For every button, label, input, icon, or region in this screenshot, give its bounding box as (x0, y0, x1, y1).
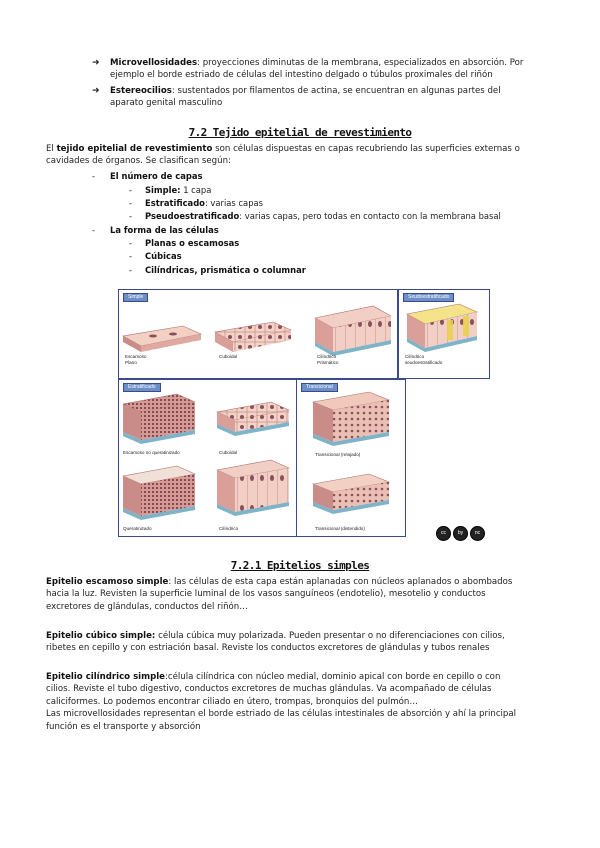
caption-escamoso: Escamoso (125, 354, 147, 359)
section-intro: El tejido epitelial de revestimiento son células dispuestas en capas recubriendo las superficies externas o cavidades de órganos. Se clasifican según: (46, 144, 520, 167)
list-item-simple: Simple: 1 capa (145, 185, 212, 195)
caption-transicional-distendido: Transicional (distendido) (315, 526, 365, 531)
paragraph-escamoso-simple: Epitelio escamoso simple: las células de esta capa están aplanadas con núcleos aplanados o abombados hacia la luz. Revisten la superficie luminal de los vasos sanguíneos (endotelio), mesotelio y conductos excretores de glándulas, conductos del riñón… (46, 577, 513, 612)
list-dash: - (129, 265, 133, 275)
caption-escamoso-no-queratinizado: Escamoso no queratinizado (123, 450, 180, 455)
caption-cil-pseudo-2: seudoestratificado (405, 360, 443, 365)
caption-cuboidal-estratificado: Cuboidal (219, 450, 238, 455)
list-dash: - (129, 238, 133, 248)
section-heading-7-2-1: 7.2.1 Epitelios simples (230, 559, 370, 572)
list-item-planas: Planas o escamosas (145, 238, 240, 248)
caption-cuboidal: Cuboidal (219, 354, 238, 359)
columnar-tissue (315, 306, 391, 356)
caption-cilindrico-estratificado: Cilíndrico (219, 526, 239, 531)
nc-icon: nc (470, 526, 485, 541)
list-item-cubicas: Cúbicas (145, 251, 182, 261)
caption-prismatico: Prismático (317, 360, 339, 365)
list-dash: - (129, 198, 133, 208)
panel-simple (118, 289, 398, 379)
list-item-pseudoestratificado: Pseudoestratificado: varias capas, pero todas en contacto con la membrana basal (145, 211, 501, 221)
stratified-illustration (119, 380, 299, 536)
panel-label-simple: Simple (123, 293, 148, 302)
section-heading-7-2: 7.2 Tejido epitelial de revestimiento (188, 126, 412, 139)
cuboidal-tissue (215, 322, 291, 352)
list-item-cilindricas: Cilíndricas, prismática o columnar (145, 265, 306, 275)
bullet-estereocilios: Estereocilios: sustentados por filamentos de actina, se encuentran en algunas partes del aparato genital masculino (110, 86, 501, 109)
panel-transicional (296, 379, 406, 537)
bullet-microvellosidades: Microvellosidades: proyecciones diminutas de la membrana, especializados en absorción. Por ejemplo el borde estriado de células del intestino delgado o túbulos proximales del riñón (110, 58, 524, 81)
transitional-illustration (297, 380, 405, 536)
arrow-bullet-icon: ➜ (92, 58, 100, 68)
by-icon: by (453, 526, 468, 541)
list-group-capas: El número de capas (110, 171, 203, 181)
squamous-tissue (123, 326, 201, 352)
caption-plano: Plano (125, 360, 137, 365)
creative-commons-license (436, 519, 487, 541)
list-dash: - (129, 211, 133, 221)
list-dash: - (129, 185, 133, 195)
caption-transicional-relajado: Transicional (relajado) (315, 452, 361, 457)
panel-label-pseudo: Seudoestratificado (403, 293, 454, 302)
cc-icon: cc (436, 526, 451, 541)
list-dash: - (129, 251, 133, 261)
panel-estratificado (118, 379, 300, 537)
paragraph-cilindrico-simple: Epitelio cilíndrico simple:célula cilíndrica con núcleo medial, dominio apical con borde en cepillo o con cilios. Reviste el tubo digestivo, conductos excretores de muchas glándulas. Va acompañado de células caliciformes. Lo podemos encontrar ciliado en útero, trompas, bronquios del pulmón… Las microvellosidades representan el borde estriado de las células intestinales de absorción y ahí la principal función es el transporte y absorción (46, 672, 517, 732)
caption-cil-pseudo-1: Cilíndrico (405, 354, 425, 359)
simple-epithelium-illustration (119, 290, 397, 378)
list-group-forma: La forma de las células (110, 225, 219, 235)
list-item-estratificado: Estratificado: varias capas (145, 198, 264, 208)
panel-pseudoestratificado (398, 289, 490, 379)
caption-cilindrico: Cilíndrico (317, 354, 337, 359)
list-dash: - (92, 225, 96, 235)
panel-label-estratificado: Estratificado (123, 383, 161, 392)
list-dash: - (92, 171, 96, 181)
panel-label-transicional: Transicional (301, 383, 338, 392)
paragraph-cubico-simple: Epitelio cúbico simple: célula cúbica muy polarizada. Pueden presentar o no diferenciaciones con cilios, ribetes en cepillo y con estriación basal. Reviste los conductos excretores de glándulas y tubos renales (46, 631, 505, 654)
caption-queratinizado: Queratinizado (123, 526, 152, 531)
epithelium-types-figure (118, 289, 490, 535)
arrow-bullet-icon: ➜ (92, 86, 100, 96)
